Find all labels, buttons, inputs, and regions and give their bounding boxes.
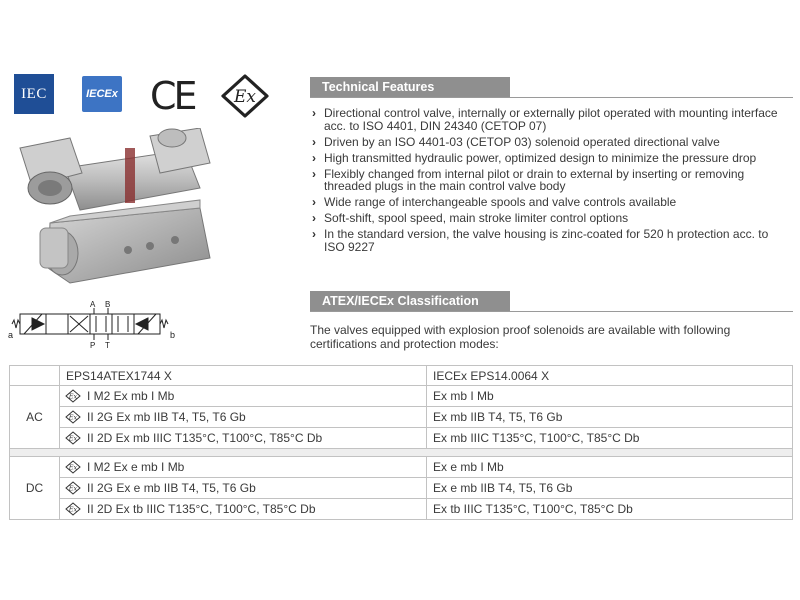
feature-item [312,136,792,149]
table-row [10,457,793,478]
atex-code: II 2G Ex mb IIB T4, T5, T6 Gb [87,409,246,424]
classification-table [9,365,793,520]
table-row [10,428,793,449]
schematic-port-a: A [90,300,96,309]
hydraulic-schematic [6,300,186,350]
schematic-port-b: B [105,300,111,309]
atex-cell [60,407,427,428]
schematic-label-b: b [170,330,176,340]
table-row [10,499,793,520]
iecex-logo-text: IECEx [86,88,118,100]
feature-item [312,212,792,225]
schematic-port-p: P [90,341,96,350]
feature-text: Flexibly changed from internal pilot or drain to external by inserting or removing threaded plugs in the main control valve body [324,166,745,193]
svg-text:Ex: Ex [68,434,78,443]
schematic-port-t: T [105,341,110,350]
atex-cell [60,499,427,520]
iec-logo-text: IEC [21,85,47,102]
feature-text: Soft-shift, spool speed, main stroke limiter control options [324,211,629,225]
feature-text: Driven by an ISO 4401-03 (CETOP 03) solenoid operated directional valve [324,134,720,149]
atex-cell [60,478,427,499]
iecex-cell: Ex mb IIB T4, T5, T6 Gb [427,407,793,428]
valve-illustration [10,128,220,296]
ex-hexagon-icon [65,431,81,445]
ce-mark-text: CE [150,74,195,118]
chevron-right-icon: › [312,211,316,225]
column-header-iecex: IECEx EPS14.0064 X [427,366,793,386]
atex-cell [60,457,427,478]
classification-intro: The valves equipped with explosion proof solenoids are available with following certifications and protection modes: [310,323,731,351]
svg-text:Ex: Ex [68,413,78,422]
chevron-right-icon: › [312,195,316,209]
table-header-row [10,366,793,386]
section-divider [310,97,793,98]
table-header-empty [10,366,60,386]
certification-logos [12,74,282,118]
column-header-atex: EPS14ATEX1744 X [60,366,427,386]
chevron-right-icon: › [312,150,316,165]
feature-item [312,168,792,193]
chevron-right-icon: › [312,227,316,241]
table-row [10,478,793,499]
ex-hexagon-logo [220,74,270,118]
feature-item [312,228,792,253]
classification-title: ATEX/IECEx Classification [322,294,479,308]
chevron-right-icon: › [312,134,316,149]
ex-logo-text: Ex [234,87,256,107]
technical-features-header [310,77,510,97]
feature-item [312,152,792,165]
feature-text: Directional control valve, internally or externally pilot operated with mounting interface acc. to ISO 4401, DIN 24340 (CETOP 07) [324,106,778,133]
svg-text:Ex: Ex [68,392,78,401]
ex-hexagon-icon [65,389,81,403]
table-row [10,386,793,407]
svg-text:Ex: Ex [68,484,78,493]
chevron-right-icon: › [312,166,316,181]
iecex-logo [82,76,122,112]
ex-hexagon-icon [65,460,81,474]
atex-code: II 2D Ex mb IIIC T135°C, T100°C, T85°C Db [87,430,323,445]
feature-text: In the standard version, the valve housing is zinc-coated for 520 h protection acc. to ISO 9227 [324,227,769,254]
svg-text:Ex: Ex [68,505,78,514]
ex-hexagon-icon [65,481,81,495]
ex-hexagon-icon [65,410,81,424]
group-spacer-cell [10,449,793,457]
chevron-right-icon: › [312,106,316,120]
atex-cell [60,386,427,407]
feature-text: High transmitted hydraulic power, optimized design to minimize the pressure drop [324,150,757,165]
iecex-cell: Ex mb I Mb [427,386,793,407]
iec-logo [14,74,54,114]
iecex-cell: Ex tb IIIC T135°C, T100°C, T85°C Db [427,499,793,520]
technical-features-list [312,107,792,257]
feature-item [312,196,792,209]
iecex-cell: Ex e mb I Mb [427,457,793,478]
schematic-label-a: a [8,330,14,340]
ce-mark-logo [150,76,200,116]
section-divider [310,311,793,312]
feature-item [312,107,792,132]
atex-code: I M2 Ex e mb I Mb [87,459,185,474]
table-row [10,407,793,428]
group-label-dc: DC [10,457,60,520]
iecex-cell: Ex mb IIIC T135°C, T100°C, T85°C Db [427,428,793,449]
classification-header [310,291,510,311]
ex-hexagon-icon [65,502,81,516]
atex-code: I M2 Ex mb I Mb [87,388,175,403]
atex-code: II 2G Ex e mb IIB T4, T5, T6 Gb [87,480,256,495]
svg-text:Ex: Ex [68,463,78,472]
group-label-ac: AC [10,386,60,449]
atex-cell [60,428,427,449]
technical-features-title: Technical Features [322,80,435,94]
atex-code: II 2D Ex tb IIIC T135°C, T100°C, T85°C Db [87,501,316,516]
feature-text: Wide range of interchangeable spools and valve controls available [324,195,677,209]
group-spacer [10,449,793,457]
iecex-cell: Ex e mb IIB T4, T5, T6 Gb [427,478,793,499]
